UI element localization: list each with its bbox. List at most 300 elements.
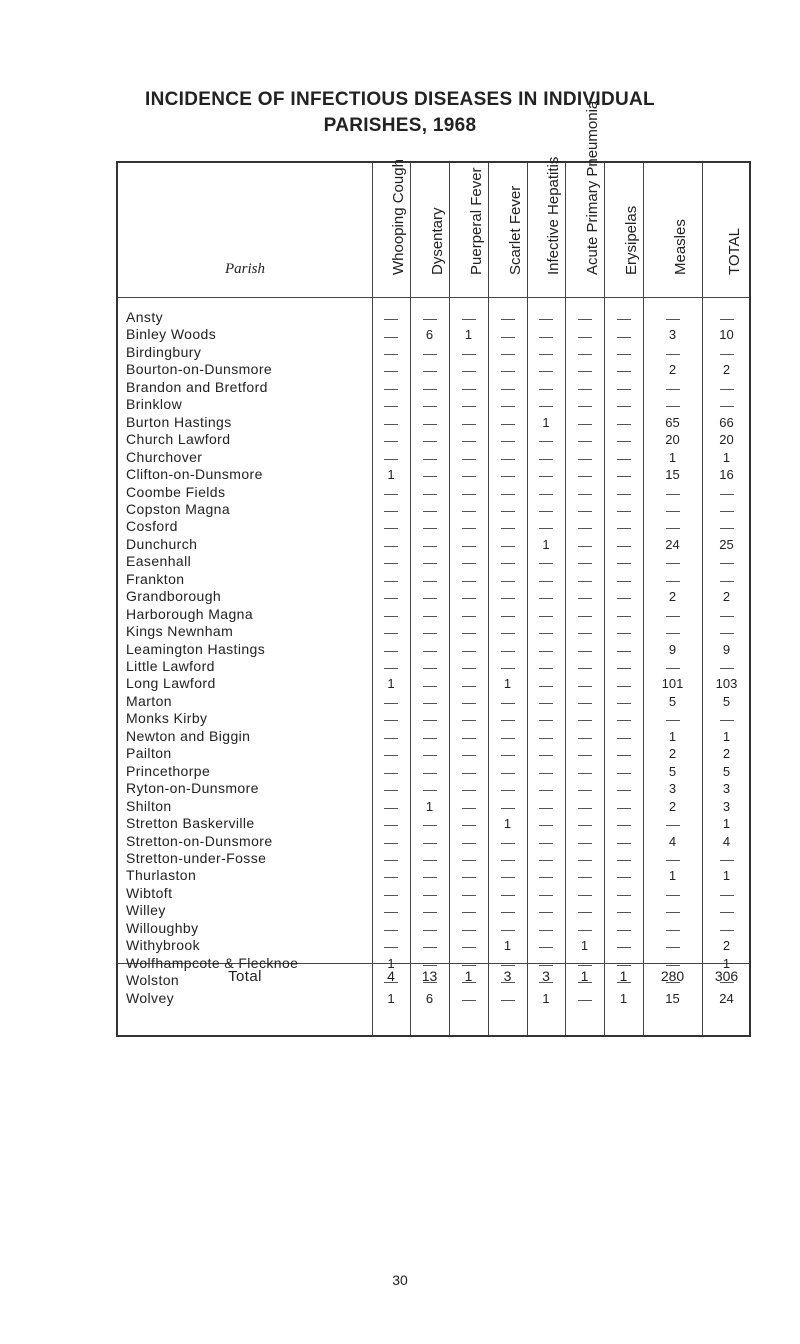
table-cell: 3: [722, 798, 731, 814]
dash-mark: [666, 633, 680, 634]
dash-mark: [384, 651, 398, 652]
table-cell: [565, 815, 604, 832]
parish-name: Thurlaston: [126, 867, 197, 884]
table-cell: 25: [719, 536, 734, 552]
table-cell: [488, 414, 527, 431]
table-cell: [604, 902, 643, 919]
dash-mark: [501, 546, 515, 547]
table-cell: [449, 850, 488, 867]
table-cell: 6: [425, 990, 434, 1006]
table-row: [118, 902, 749, 919]
table-row: [118, 326, 749, 343]
dash-mark: [617, 808, 631, 809]
dash-mark: [501, 912, 515, 913]
table-cell: [702, 710, 751, 727]
dash-mark: [578, 337, 592, 338]
table-cell: [488, 710, 527, 727]
table-cell: [449, 466, 488, 483]
table-cell: [604, 658, 643, 675]
dash-mark: [720, 860, 734, 861]
table-cell: [410, 675, 449, 692]
dash-mark: [384, 406, 398, 407]
dash-mark: [617, 598, 631, 599]
table-cell: [410, 710, 449, 727]
dash-mark: [384, 930, 398, 931]
parish-name: Wolston: [126, 972, 180, 989]
table-cell: [449, 641, 488, 658]
table-cell: [702, 571, 751, 588]
table-cell: [604, 466, 643, 483]
dash-mark: [501, 738, 515, 739]
table-cell: 1: [668, 868, 677, 884]
table-cell: [410, 850, 449, 867]
table-row: [118, 990, 749, 1007]
column-header-label: Measles: [671, 219, 689, 275]
dash-mark: [666, 930, 680, 931]
dash-mark: [423, 947, 437, 948]
table-row: [118, 850, 749, 867]
table-cell: [488, 484, 527, 501]
dash-mark: [462, 686, 476, 687]
table-cell: 280: [660, 968, 685, 984]
table-cell: [488, 745, 527, 762]
dash-mark: [462, 424, 476, 425]
table-cell: [372, 920, 410, 937]
dash-mark: [462, 703, 476, 704]
dash-mark: [384, 563, 398, 564]
dash-mark: [617, 528, 631, 529]
dash-mark: [462, 790, 476, 791]
table-row: [118, 798, 749, 815]
table-cell: [565, 553, 604, 570]
table-cell: [643, 571, 702, 588]
table-cell: [643, 710, 702, 727]
dash-mark: [384, 877, 398, 878]
table-cell: [643, 484, 702, 501]
dash-mark: [501, 1000, 515, 1001]
table-cell: [372, 763, 410, 780]
table-cell: [372, 641, 410, 658]
table-row: [118, 536, 749, 553]
table-cell: 4: [722, 833, 731, 849]
dash-mark: [578, 494, 592, 495]
dash-mark: [578, 528, 592, 529]
dash-mark: [423, 616, 437, 617]
table-cell: 13: [421, 968, 438, 984]
table-cell: [410, 588, 449, 605]
table-cell: [372, 553, 410, 570]
table-cell: [565, 710, 604, 727]
dash-mark: [462, 912, 476, 913]
table-cell: 1: [387, 955, 395, 971]
table-cell: [449, 833, 488, 850]
table-cell: [643, 553, 702, 570]
table-cell: 15: [665, 467, 680, 483]
dash-mark: [539, 895, 553, 896]
dash-mark: [578, 371, 592, 372]
table-cell: [372, 745, 410, 762]
dash-mark: [578, 668, 592, 669]
dash-mark: [666, 406, 680, 407]
table-cell: [702, 518, 751, 535]
table-cell: [604, 641, 643, 658]
table-cell: [527, 623, 565, 640]
dash-mark: [720, 494, 734, 495]
table-row: [118, 484, 749, 501]
table-cell: [565, 675, 604, 692]
dash-mark: [617, 825, 631, 826]
dash-mark: [501, 877, 515, 878]
parish-name: Willoughby: [126, 919, 199, 936]
table-cell: [565, 571, 604, 588]
dash-mark: [462, 459, 476, 460]
column-header: [565, 100, 604, 297]
table-cell: [372, 693, 410, 710]
table-cell: [488, 833, 527, 850]
table-cell: 24: [719, 990, 734, 1006]
column-header-label: Infective Hepatitis: [545, 156, 562, 275]
table-cell: [372, 414, 410, 431]
dash-mark: [501, 581, 515, 582]
table-cell: [449, 431, 488, 448]
table-cell: [527, 344, 565, 361]
table-cell: 1: [668, 449, 677, 465]
dash-mark: [578, 860, 592, 861]
dash-mark: [462, 738, 476, 739]
table-cell: [527, 309, 565, 326]
dash-mark: [539, 703, 553, 704]
table-cell: [527, 710, 565, 727]
table-cell: [702, 623, 751, 640]
table-cell: [449, 675, 488, 692]
dash-mark: [423, 354, 437, 355]
table-cell: [565, 885, 604, 902]
parish-name: Stretton Baskerville: [126, 815, 255, 832]
table-cell: [604, 867, 643, 884]
dash-mark: [539, 581, 553, 582]
parish-name: Harborough Magna: [126, 605, 254, 622]
dash-mark: [666, 895, 680, 896]
table-cell: [372, 815, 410, 832]
dash-mark: [539, 790, 553, 791]
table-cell: [643, 623, 702, 640]
table-cell: [604, 763, 643, 780]
table-cell: [410, 833, 449, 850]
dash-mark: [666, 965, 680, 966]
dash-mark: [666, 319, 680, 320]
dash-mark: [462, 511, 476, 512]
dash-mark: [384, 860, 398, 861]
table-cell: [527, 606, 565, 623]
dash-mark: [501, 616, 515, 617]
table-cell: [565, 990, 604, 1007]
table-cell: [604, 449, 643, 466]
table-cell: [565, 414, 604, 431]
column-header: [449, 163, 488, 297]
dash-mark: [578, 511, 592, 512]
table-cell: [565, 449, 604, 466]
dash-mark: [666, 494, 680, 495]
table-cell: [488, 920, 527, 937]
dash-mark: [666, 563, 680, 564]
table-cell: [527, 850, 565, 867]
dash-mark: [578, 563, 592, 564]
table-cell: 65: [665, 414, 680, 430]
dash-mark: [720, 912, 734, 913]
dash-mark: [423, 511, 437, 512]
table-cell: [372, 937, 410, 954]
dash-mark: [617, 651, 631, 652]
parish-name: Shilton: [126, 797, 172, 814]
dash-mark: [423, 319, 437, 320]
dash-mark: [539, 930, 553, 931]
table-cell: 1: [722, 728, 731, 744]
dash-mark: [666, 616, 680, 617]
table-cell: [565, 536, 604, 553]
table-cell: [372, 588, 410, 605]
dash-mark: [578, 843, 592, 844]
parish-name: Wibtoft: [126, 884, 173, 901]
table-cell: 1: [387, 676, 395, 692]
dash-mark: [384, 319, 398, 320]
table-cell: [449, 658, 488, 675]
table-cell: [410, 571, 449, 588]
dash-mark: [617, 633, 631, 634]
dash-mark: [501, 476, 515, 477]
table-cell: [449, 815, 488, 832]
table-cell: 1: [542, 990, 550, 1006]
table-row: [118, 379, 749, 396]
dash-mark: [617, 895, 631, 896]
table-cell: [372, 431, 410, 448]
table-cell: [372, 484, 410, 501]
table-cell: [449, 990, 488, 1007]
table-cell: [527, 937, 565, 954]
table-cell: 5: [722, 693, 731, 709]
table-cell: [449, 518, 488, 535]
dash-mark: [462, 773, 476, 774]
dash-mark: [617, 441, 631, 442]
table-cell: [604, 850, 643, 867]
table-cell: [643, 658, 702, 675]
table-row: [118, 449, 749, 466]
dash-mark: [617, 703, 631, 704]
table-cell: 15: [665, 990, 680, 1006]
table-cell: [565, 693, 604, 710]
table-cell: [449, 606, 488, 623]
dash-mark: [578, 598, 592, 599]
dash-mark: [501, 651, 515, 652]
dash-mark: [462, 389, 476, 390]
table-cell: [410, 309, 449, 326]
dash-mark: [423, 406, 437, 407]
table-cell: [604, 745, 643, 762]
dash-mark: [501, 633, 515, 634]
dash-mark: [617, 912, 631, 913]
table-cell: [604, 815, 643, 832]
table-cell: 66: [719, 414, 734, 430]
table-cell: [565, 326, 604, 343]
table-cell: [702, 501, 751, 518]
dash-mark: [578, 459, 592, 460]
table-cell: [565, 728, 604, 745]
dash-mark: [501, 528, 515, 529]
table-cell: 2: [722, 362, 731, 378]
dash-mark: [384, 912, 398, 913]
dash-mark: [617, 790, 631, 791]
dash-mark: [423, 633, 437, 634]
table-cell: 1: [619, 990, 628, 1006]
dash-mark: [720, 668, 734, 669]
dash-mark: [617, 668, 631, 669]
table-cell: [702, 606, 751, 623]
dash-mark: [462, 843, 476, 844]
dash-mark: [423, 563, 437, 564]
dash-mark: [666, 511, 680, 512]
dash-mark: [462, 930, 476, 931]
table-cell: [488, 396, 527, 413]
dash-mark: [384, 546, 398, 547]
table-cell: 1: [722, 449, 731, 465]
table-row: [118, 867, 749, 884]
table-cell: [410, 780, 449, 797]
dash-mark: [384, 528, 398, 529]
parish-name: Dunchurch: [126, 535, 198, 552]
dash-mark: [384, 598, 398, 599]
dash-mark: [666, 389, 680, 390]
table-cell: [372, 728, 410, 745]
dash-mark: [539, 912, 553, 913]
table-cell: [449, 361, 488, 378]
table-cell: [372, 361, 410, 378]
dash-mark: [501, 459, 515, 460]
table-cell: [643, 850, 702, 867]
table-cell: [488, 326, 527, 343]
dash-mark: [462, 616, 476, 617]
table-cell: [565, 798, 604, 815]
table-cell: [527, 920, 565, 937]
table-cell: [410, 920, 449, 937]
dash-mark: [617, 686, 631, 687]
dash-mark: [578, 912, 592, 913]
dash-mark: [720, 616, 734, 617]
dash-mark: [617, 371, 631, 372]
table-cell: [410, 623, 449, 640]
table-row: [118, 414, 749, 431]
table-row: [118, 780, 749, 797]
dash-mark: [384, 790, 398, 791]
dash-mark: [384, 843, 398, 844]
dash-mark: [462, 354, 476, 355]
dash-mark: [578, 1000, 592, 1001]
column-header: [604, 163, 643, 297]
table-cell: [410, 344, 449, 361]
dash-mark: [578, 406, 592, 407]
table-row: [118, 641, 749, 658]
table-cell: [702, 902, 751, 919]
dash-mark: [578, 389, 592, 390]
table-cell: [565, 763, 604, 780]
table-row: [118, 763, 749, 780]
table-cell: [643, 379, 702, 396]
table-cell: [702, 553, 751, 570]
table-cell: [565, 641, 604, 658]
table-cell: [372, 536, 410, 553]
table-cell: [372, 902, 410, 919]
table-cell: [604, 379, 643, 396]
table-cell: [604, 501, 643, 518]
table-cell: [449, 902, 488, 919]
table-cell: [410, 693, 449, 710]
parish-name: Brinklow: [126, 396, 183, 413]
dash-mark: [423, 651, 437, 652]
dash-mark: [423, 494, 437, 495]
dash-mark: [539, 755, 553, 756]
table-cell: [372, 571, 410, 588]
dash-mark: [617, 389, 631, 390]
table-cell: [488, 466, 527, 483]
table-row: [118, 885, 749, 902]
table-cell: [372, 501, 410, 518]
dash-mark: [539, 651, 553, 652]
dash-mark: [423, 877, 437, 878]
table-cell: [565, 920, 604, 937]
dash-mark: [720, 563, 734, 564]
dash-mark: [539, 337, 553, 338]
table-cell: [604, 344, 643, 361]
table-cell: [527, 641, 565, 658]
dash-mark: [462, 808, 476, 809]
table-cell: [565, 867, 604, 884]
dash-mark: [501, 895, 515, 896]
table-cell: 16: [719, 467, 734, 483]
parish-name: Kings Newnham: [126, 623, 234, 640]
table-cell: [527, 396, 565, 413]
parish-name: Wolfhampcote & Flecknoe: [126, 954, 299, 971]
table-cell: [410, 745, 449, 762]
table-cell: 1: [387, 990, 395, 1006]
parish-name: Ansty: [126, 309, 164, 325]
table-cell: [604, 780, 643, 797]
dash-mark: [578, 581, 592, 582]
dash-mark: [462, 441, 476, 442]
table-cell: 2: [668, 589, 677, 605]
table-cell: [565, 833, 604, 850]
column-header-label: TOTAL: [725, 228, 743, 275]
dash-mark: [462, 825, 476, 826]
dash-mark: [720, 511, 734, 512]
table-cell: [449, 710, 488, 727]
table-row: [118, 344, 749, 361]
dash-mark: [539, 808, 553, 809]
dash-mark: [578, 895, 592, 896]
table-cell: 1: [668, 728, 677, 744]
dash-mark: [578, 633, 592, 634]
table-cell: 9: [722, 641, 731, 657]
table-cell: 4: [668, 833, 677, 849]
table-cell: [488, 902, 527, 919]
dash-mark: [384, 389, 398, 390]
table-cell: [565, 344, 604, 361]
dash-mark: [666, 860, 680, 861]
table-cell: 1: [580, 968, 589, 984]
dash-mark: [384, 494, 398, 495]
dash-mark: [720, 930, 734, 931]
dash-mark: [423, 668, 437, 669]
table-cell: [372, 833, 410, 850]
dash-mark: [578, 424, 592, 425]
table-cell: [604, 553, 643, 570]
